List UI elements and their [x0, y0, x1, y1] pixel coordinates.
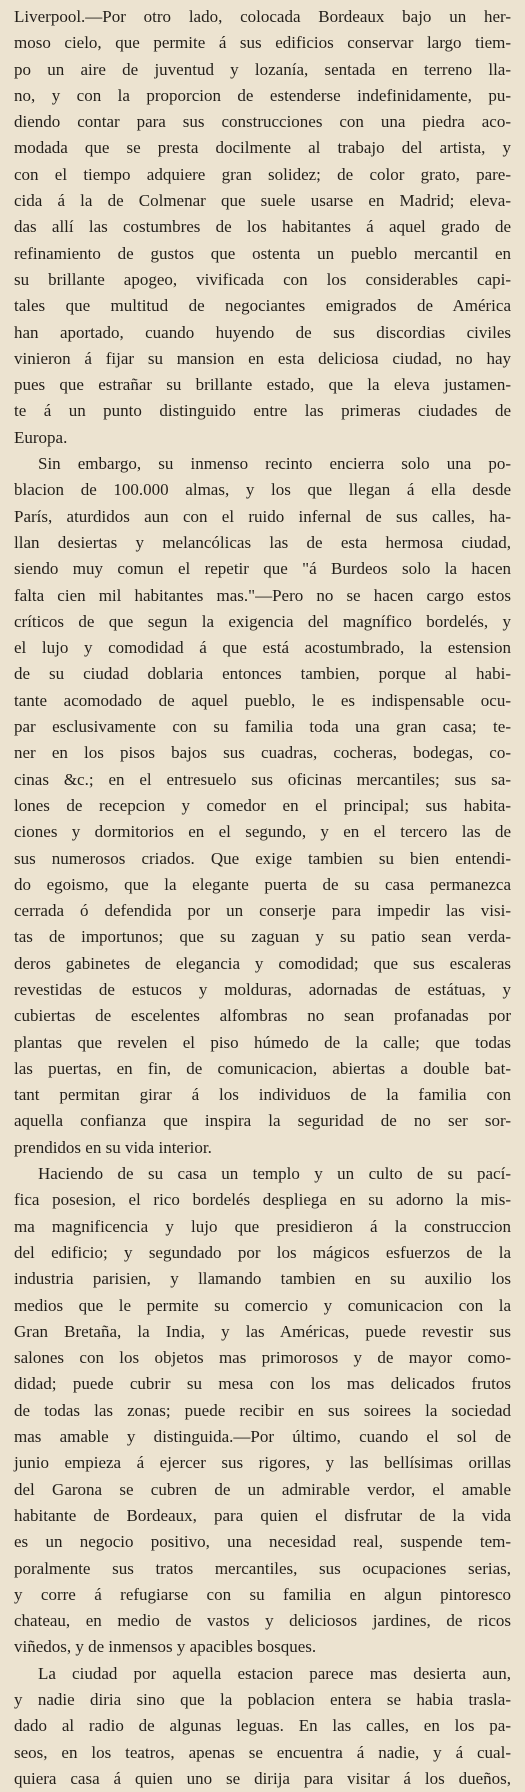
text-line: sus numerosos criados. Que exige tambien su bien entendi-: [14, 848, 511, 868]
text-line: cerrada ó defendida por un conserje para impedir las visi-: [14, 901, 511, 921]
text-line: mas amable y distinguida.—Por último, cuando el sol de: [14, 1427, 511, 1447]
text-line: del Garona se cubren de un admirable verdor, el amable: [14, 1479, 511, 1499]
text-line: viñedos, y de inmensos y apacibles bosques.: [14, 1637, 317, 1657]
text-line: Haciendo de su casa un templo y un culto de su pací-: [38, 1164, 511, 1184]
text-line: del edificio; y segundado por los mágicos esfuerzos de la: [14, 1242, 511, 1262]
text-line: industria parisien, y llamando tambien en su auxilio los: [14, 1269, 511, 1289]
text-line: dado al radio de algunas leguas. En las calles, en los pa-: [14, 1716, 511, 1736]
text-line: te á un punto distinguido entre las primeras ciudades de: [14, 401, 511, 421]
text-line: tant permitan girar á los individuos de la familia con: [14, 1085, 511, 1105]
text-line: siendo muy comun el repetir que "á Burdeos solo la hacen: [14, 559, 511, 579]
text-line: Sin embargo, su inmenso recinto encierra solo una po-: [38, 454, 511, 474]
text-line: junio empieza á ejercer sus rigores, y las bellísimas orillas: [14, 1453, 511, 1473]
text-line: Europa.: [14, 427, 68, 447]
text-line: das allí las costumbres de los habitantes á aquel grado de: [14, 217, 511, 237]
text-line: prendidos en su vida interior.: [14, 1137, 212, 1157]
text-line: pues que estrañar su brillante estado, que la eleva justamen-: [14, 375, 511, 395]
text-line: París, aturdidos aun con el ruido infernal de sus calles, ha-: [14, 506, 511, 526]
text-line: cida á la de Colmenar que suele usarse en Madrid; eleva-: [14, 191, 511, 211]
text-line: par esclusivamente con su familia toda una gran casa; te-: [14, 717, 511, 737]
text-line: blacion de 100.000 almas, y los que llegan á ella desde: [14, 480, 511, 500]
text-line: lones de recepcion y comedor en el principal; sus habita-: [14, 795, 511, 815]
text-line: vinieron á fijar su mansion en esta deliciosa ciudad, no hay: [14, 348, 511, 368]
text-line: fica posesion, el rico bordelés despliega en su adorno la mis-: [14, 1190, 511, 1210]
text-line: La ciudad por aquella estacion parece mas desierta aun,: [38, 1663, 511, 1683]
paragraph-4: [14, 1661, 511, 1792]
text-line: y corre á refugiarse con su familia en algun pintoresco: [14, 1584, 511, 1604]
text-line: tas de importunos; que su zaguan y su patio sean verda-: [14, 927, 511, 947]
text-line: ma magnificencia y lujo que presidieron á la construccion: [14, 1216, 511, 1236]
text-line: refinamiento de gustos que ostenta un pueblo mercantil en: [14, 243, 511, 263]
text-line: las puertas, en fin, de comunicacion, abiertas a double bat-: [14, 1058, 511, 1078]
text-line: han aportado, cuando huyendo de sus discordias civiles: [14, 322, 511, 342]
text-line: de su ciudad doblaria entonces tambien, porque al habi-: [14, 664, 511, 684]
text-line: ciones y dormitorios en el segundo, y en el tercero las de: [14, 822, 511, 842]
paragraph-1: [14, 4, 511, 451]
text-line: salones con los objetos mas primorosos y de mayor como-: [14, 1348, 511, 1368]
text-line: su brillante apogeo, vivificada con los considerables capi-: [14, 269, 511, 289]
text-line: quiera casa á quien uno se dirija para visitar á los dueños,: [14, 1768, 511, 1788]
text-line: po un aire de juventud y lozanía, sentada en terreno lla-: [14, 59, 511, 79]
text-line: Liverpool.—Por otro lado, colocada Bordeaux bajo un her-: [14, 7, 511, 26]
text-line: plantas que revelen el piso húmedo de la calle; que todas: [14, 1032, 511, 1052]
text-line: moso cielo, que permite á sus edificios conservar largo tiem-: [14, 33, 511, 53]
text-line: didad; puede cubrir su mesa con los mas delicados frutos: [14, 1374, 511, 1394]
text-line: do egoismo, que la elegante puerta de su casa permanezca: [14, 874, 511, 894]
text-line: medios que le permite su comercio y comunicacion con la: [14, 1295, 511, 1315]
paragraph-3: [14, 1161, 511, 1661]
text-line: el lujo y comodidad á que está acostumbrado, la estension: [14, 638, 511, 658]
text-line: falta cien mil habitantes mas."—Pero no se hacen cargo estos: [14, 585, 511, 605]
text-line: Gran Bretaña, la India, y las Américas, puede revestir sus: [14, 1321, 511, 1341]
text-line: cubiertas de escelentes alfombras no sean profanadas por: [14, 1006, 511, 1026]
text-line: revestidas de estucos y molduras, adornadas de estátuas, y: [14, 979, 511, 999]
text-line: diendo contar para sus construcciones con una piedra aco-: [14, 112, 511, 132]
paragraph-2: [14, 451, 511, 1161]
text-line: seos, en los teatros, apenas se encuentra á nadie, y á cual-: [14, 1742, 511, 1762]
text-line: cinas &c.; en el entresuelo sus oficinas mercantiles; sus sa-: [14, 769, 511, 789]
text-line: tante acomodado de aquel pueblo, le es indispensable ocu-: [14, 690, 511, 710]
text-line: aquella confianza que inspira la seguridad de no ser sor-: [14, 1111, 511, 1131]
text-line: deros gabinetes de elegancia y comodidad; que sus escaleras: [14, 953, 511, 973]
text-line: no, y con la proporcion de estenderse indefinidamente, pu-: [14, 85, 511, 105]
text-line: tales que multitud de negociantes emigrados de América: [14, 296, 511, 316]
text-line: llan desiertas y melancólicas las de esta hermosa ciudad,: [14, 532, 511, 552]
text-line: críticos de que segun la exigencia del magnífico bordelés, y: [14, 611, 511, 631]
text-line: y nadie diria sino que la poblacion entera se habia trasla-: [14, 1690, 511, 1709]
text-line: chateau, en medio de vastos y deliciosos jardines, de ricos: [14, 1611, 511, 1631]
text-line: ner en los pisos bajos sus cuadras, cocheras, bodegas, co-: [14, 743, 511, 763]
text-line: habitante de Bordeaux, para quien el disfrutar de la vida: [14, 1505, 511, 1525]
text-line: es un negocio positivo, una necesidad real, suspende tem-: [14, 1532, 511, 1552]
text-line: con el tiempo adquiere gran solidez; de color grato, pare-: [14, 164, 511, 184]
text-line: de todas las zonas; puede recibir en sus soirees la sociedad: [14, 1400, 511, 1420]
text-line: modada que se presta docilmente al trabajo del artista, y: [14, 138, 511, 158]
text-line: poralmente sus tratos mercantiles, sus ocupaciones serias,: [14, 1558, 511, 1578]
